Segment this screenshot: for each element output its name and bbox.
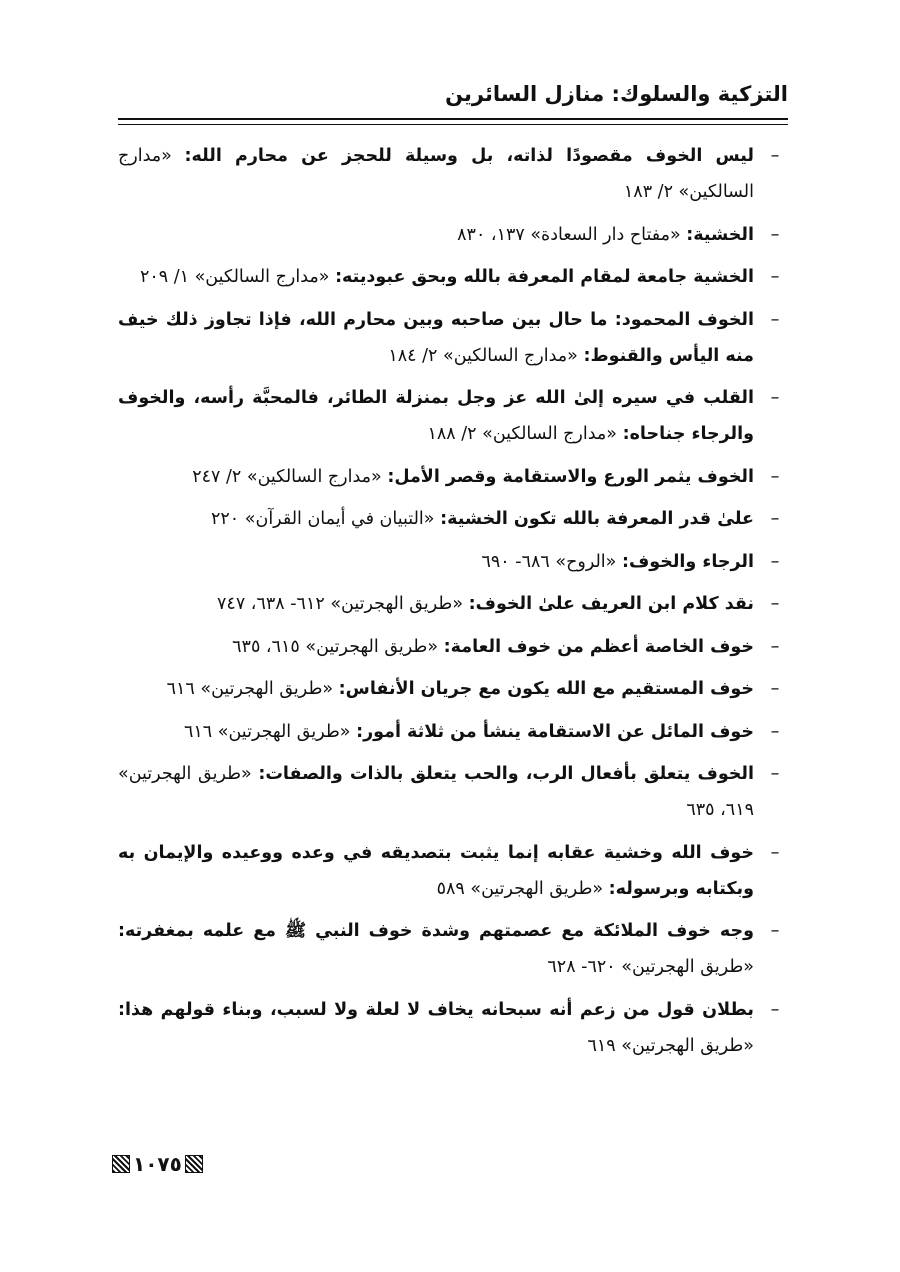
entry-source: «طريق الهجرتين» (200, 679, 334, 699)
entry-source: «طريق الهجرتين» (305, 636, 439, 657)
entry-pages: ٦١٢- ٦٣٨، ٧٤٧ (217, 594, 325, 614)
index-entry (118, 302, 788, 374)
entry-dash-bullet: – (770, 309, 780, 330)
entry-source: «طريق الهجرتين» (118, 764, 252, 784)
index-entry (118, 671, 788, 707)
entry-pages: ٢/ ١٨٣ (623, 182, 673, 202)
index-entry (118, 217, 788, 253)
entry-source: «مدارج السالكين» (246, 466, 382, 487)
index-entry (118, 138, 788, 210)
entry-heading: الخوف المحمود: ما حال بين صاحبه وبين محارم الله، فإذا تجاوز ذلك خيف منه اليأس والقنوط: (118, 309, 754, 366)
header-rule-thin (118, 124, 788, 125)
index-entry (118, 459, 788, 495)
entry-heading: الخوف يثمر الورع والاستقامة وقصر الأمل: (387, 466, 754, 487)
entry-heading: خوف الله وخشية عقابه إنما يثبت بتصديقه في وعده ووعيده والإيمان به وبكتابه وبرسوله: (118, 842, 754, 899)
entry-dash-bullet: – (770, 679, 780, 699)
entry-dash-bullet: – (770, 594, 780, 614)
entry-dash-bullet: – (770, 921, 780, 941)
entry-source: «التبيان في أيمان القرآن» (244, 509, 435, 529)
entry-heading: القلب في سيره إلىٰ الله عز وجل بمنزلة الطائر، فالمحبَّة رأسه، والخوف والرجاء جناحاه: (118, 388, 754, 444)
index-entry (118, 835, 788, 907)
index-entries-list (118, 138, 788, 1070)
entry-heading: بطلان قول من زعم أنه سبحانه يخاف لا لعلة ولا لسبب، وبناء قولهم هذا: (118, 999, 754, 1020)
entry-source: «مفتاح دار السعادة» (530, 224, 681, 245)
index-entry (118, 992, 788, 1064)
entry-source: «مدارج السالكين» (482, 424, 618, 444)
entry-dash-bullet: – (770, 466, 780, 487)
entry-pages: ١/ ٢٠٩ (139, 267, 190, 287)
entry-dash-bullet: – (770, 551, 780, 572)
entry-source: «طريق الهجرتين» (621, 1035, 754, 1056)
entry-heading: الخشية: (686, 224, 754, 245)
entry-heading: نقد كلام ابن العريف علىٰ الخوف: (468, 594, 754, 614)
entry-pages: ٢٢٠ (210, 509, 240, 529)
entry-dash-bullet: – (770, 146, 780, 166)
entry-dash-bullet: – (770, 224, 780, 245)
entry-source: «الروح» (555, 551, 617, 572)
entry-source: «مدارج السالكين» (118, 146, 754, 202)
index-entry (118, 629, 788, 665)
running-header: التزكية والسلوك: منازل السائرين (445, 82, 788, 106)
entry-heading: الخشية جامعة لمقام المعرفة بالله وبحق عبوديته: (335, 267, 754, 287)
entry-dash-bullet: – (770, 842, 780, 863)
entry-pages: ٦٨٦- ٦٩٠ (481, 551, 550, 572)
entry-heading: ليس الخوف مقصودًا لذاته، بل وسيلة للحجز عن محارم الله: (184, 146, 754, 166)
entry-pages: ٦١٩، ٦٣٥ (686, 800, 754, 820)
entry-dash-bullet: – (770, 721, 780, 742)
entry-dash-bullet: – (770, 999, 780, 1020)
entry-heading: علىٰ قدر المعرفة بالله تكون الخشية: (440, 509, 754, 529)
entry-heading: الخوف يتعلق بأفعال الرب، والحب يتعلق بالذات والصفات: (258, 764, 754, 784)
entry-pages: ٦١٩ (587, 1035, 616, 1056)
index-entry (118, 586, 788, 622)
index-entry (118, 544, 788, 580)
ornament-icon (112, 1155, 130, 1173)
entry-source: «مدارج السالكين» (194, 267, 330, 287)
ornament-icon (185, 1155, 203, 1173)
entry-dash-bullet: – (770, 764, 780, 784)
entry-heading: خوف الخاصة أعظم من خوف العامة: (443, 636, 754, 657)
entry-dash-bullet: – (770, 636, 780, 657)
entry-pages: ٢/ ١٨٨ (427, 424, 477, 444)
entry-pages: ٦٢٠- ٦٢٨ (547, 957, 616, 977)
entry-heading: وجه خوف الملائكة مع عصمتهم وشدة خوف النبي ﷺ مع علمه بمغفرته: (118, 921, 754, 941)
index-entry (118, 501, 788, 537)
entry-source: «طريق الهجرتين» (330, 594, 464, 614)
entry-heading: خوف المستقيم مع الله يكون مع جريان الأنفاس: (338, 679, 754, 699)
entry-pages: ٦١٥، ٦٣٥ (232, 636, 300, 657)
entry-dash-bullet: – (770, 509, 780, 529)
entry-pages: ٦١٦ (184, 721, 213, 742)
entry-pages: ١٣٧، ٨٣٠ (457, 224, 525, 245)
entry-source: «طريق الهجرتين» (470, 878, 604, 899)
entry-pages: ٥٨٩ (436, 878, 465, 899)
entry-heading: الرجاء والخوف: (621, 551, 754, 572)
entry-pages: ٢/ ١٨٤ (388, 345, 438, 366)
page-number: ١٠٧٥ (133, 1152, 182, 1176)
page-folio (112, 1152, 203, 1176)
entry-heading: خوف المائل عن الاستقامة ينشأ من ثلاثة أمور: (356, 721, 754, 742)
index-entry (118, 380, 788, 452)
index-entry (118, 714, 788, 750)
index-entry (118, 756, 788, 828)
entry-source: «مدارج السالكين» (442, 345, 578, 366)
entry-source: «طريق الهجرتين» (217, 721, 351, 742)
entry-source: «طريق الهجرتين» (621, 957, 754, 977)
entry-dash-bullet: – (770, 267, 780, 287)
index-entry (118, 913, 788, 985)
entry-dash-bullet: – (770, 388, 780, 408)
index-entry (118, 259, 788, 295)
entry-pages: ٢/ ٢٤٧ (192, 466, 242, 487)
entry-pages: ٦١٦ (166, 679, 195, 699)
header-rule-thick (118, 118, 788, 120)
